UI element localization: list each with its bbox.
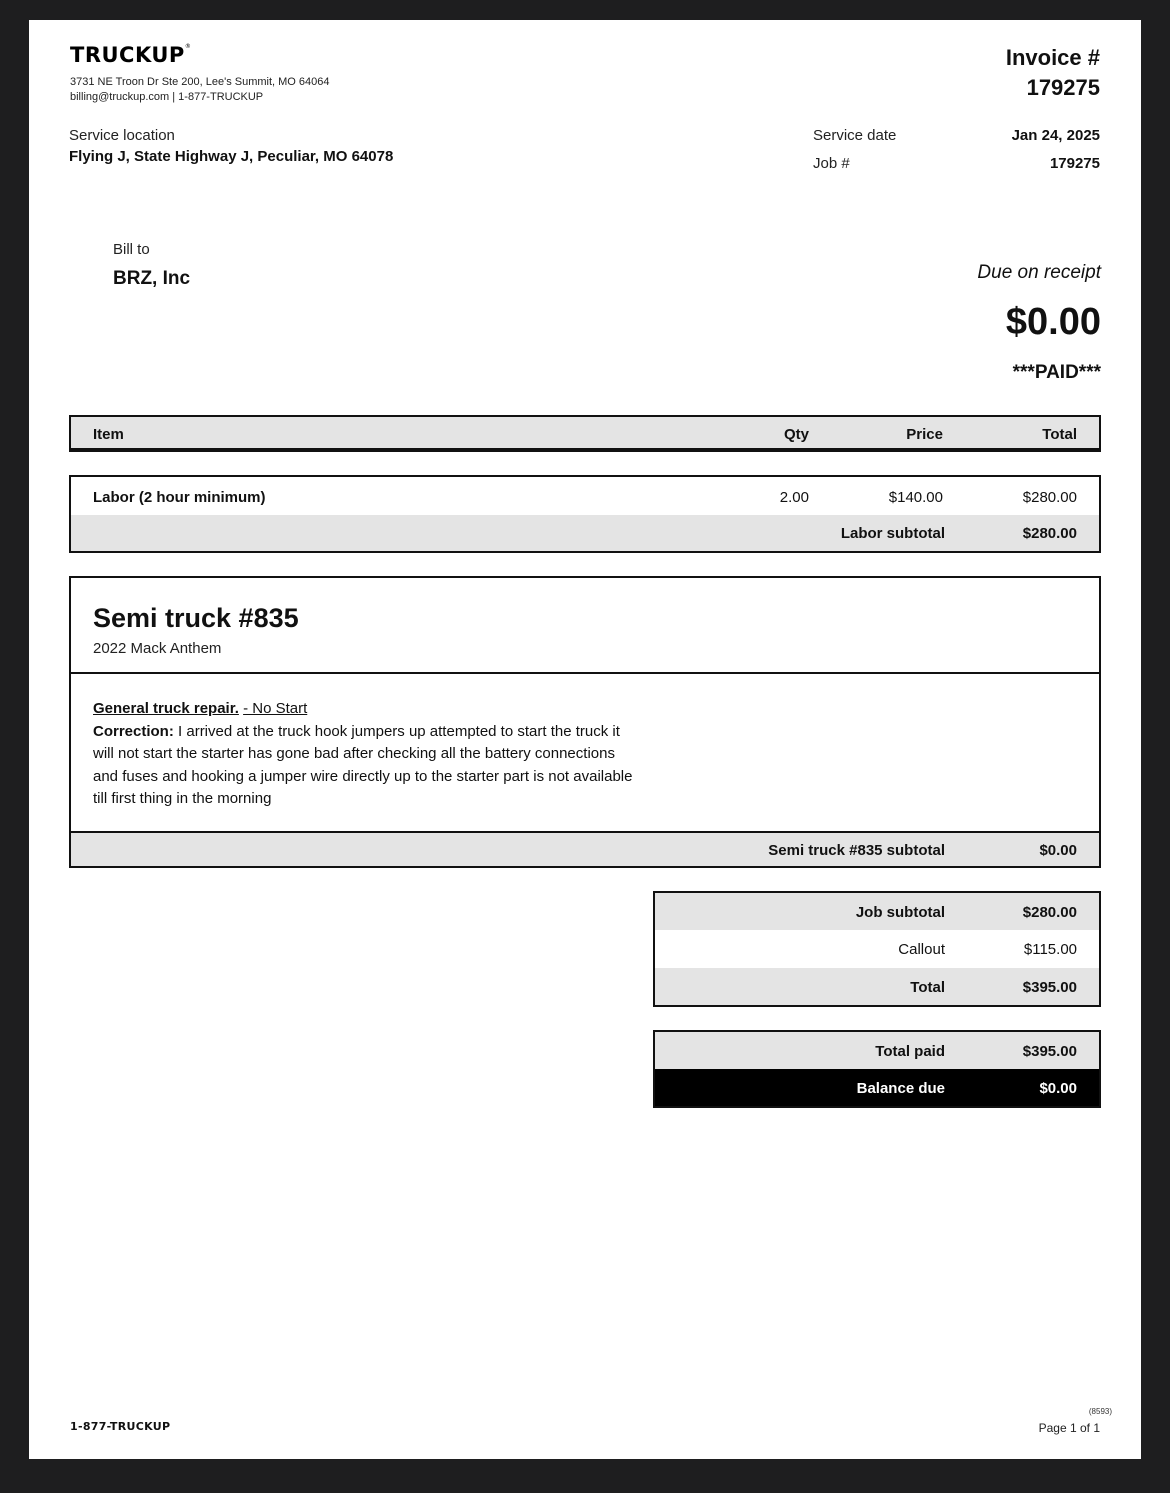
total-paid-row: [655, 1032, 1099, 1069]
job-subtotal: $280.00: [1022, 904, 1077, 921]
labor-price: $140.00: [888, 489, 943, 506]
paid-status: ***PAID***: [1012, 362, 1101, 383]
truck-subtotal-row: [71, 833, 1099, 866]
total-paid-label: Total paid: [875, 1043, 945, 1060]
truck-section: [69, 576, 1101, 868]
repair-title: General truck repair.: [93, 700, 239, 717]
bill-to-label: Bill to: [113, 241, 150, 258]
total-row: [655, 968, 1099, 1005]
correction-label: Correction:: [93, 722, 174, 740]
callout-label: Callout: [898, 941, 945, 958]
job-subtotal-label: Job subtotal: [855, 904, 945, 921]
due-terms: Due on receipt: [977, 262, 1101, 283]
labor-subtotal: $280.00: [1022, 525, 1077, 542]
labor-section: [69, 475, 1101, 553]
header-price: Price: [906, 426, 943, 443]
bill-to-name: BRZ, Inc: [113, 268, 191, 289]
balance-due: $0.00: [1039, 1080, 1077, 1097]
logo-registered-mark: ®: [184, 43, 192, 50]
total-paid: $395.00: [1022, 1043, 1077, 1060]
labor-total: $280.00: [1022, 489, 1077, 506]
total-amount: $395.00: [1022, 979, 1077, 996]
footer-code: (8593): [1088, 1407, 1112, 1416]
callout-row: [655, 930, 1099, 967]
truck-subtotal-label: Semi truck #835 subtotal: [768, 842, 945, 859]
amount-due: $0.00: [1005, 301, 1101, 343]
logo-text: TRUCKUP: [70, 43, 185, 67]
truckup-logo: [70, 43, 191, 67]
header-item: Item: [93, 426, 124, 443]
invoice-page: [29, 20, 1141, 1459]
company-contact: billing@truckup.com | 1-877-TRUCKUP: [70, 91, 264, 103]
repair-subtitle: - No Start: [243, 700, 308, 717]
callout-amount: $115.00: [1023, 941, 1077, 958]
service-date-label: Service date: [813, 127, 897, 144]
job-summary-box: [653, 891, 1101, 1007]
labor-qty: 2.00: [779, 489, 809, 506]
company-address: 3731 NE Troon Dr Ste 200, Lee's Summit, MO 64064: [70, 76, 330, 88]
service-date: Jan 24, 2025: [1011, 127, 1100, 144]
balance-due-label: Balance due: [856, 1080, 945, 1097]
labor-subtotal-label: Labor subtotal: [840, 525, 945, 542]
correction-text: I arrived at the truck hook jumpers up attempted to start the truck it will not start the starter has gone bad after checking all the battery connections and fuses and hooking a jumper wire directly up to the starter part is not available till first thing in the morning: [93, 722, 633, 807]
truck-subtotal: $0.00: [1039, 842, 1077, 859]
items-table-header: [69, 415, 1101, 452]
footer-phone: 1-877-TRUCKUP: [70, 1420, 171, 1433]
service-location: Flying J, State Highway J, Peculiar, MO 64078: [69, 148, 394, 165]
truck-title: Semi truck #835: [93, 603, 299, 633]
balance-due-row: [655, 1069, 1099, 1106]
company-address-block: [70, 75, 330, 105]
header-total: Total: [1042, 426, 1077, 443]
labor-item: Labor (2 hour minimum): [93, 489, 266, 506]
payment-summary-box: [653, 1030, 1101, 1108]
divider: [71, 672, 1099, 674]
truck-vehicle: 2022 Mack Anthem: [93, 640, 222, 657]
page-number: Page 1 of 1: [1038, 1421, 1100, 1435]
job-number-label: Job #: [813, 155, 850, 172]
job-number: 179275: [1049, 155, 1100, 172]
labor-subtotal-row: [71, 515, 1099, 551]
total-label: Total: [910, 979, 945, 996]
service-location-label: Service location: [69, 127, 175, 144]
repair-description: [93, 698, 633, 811]
job-subtotal-row: [655, 893, 1099, 930]
invoice-label: Invoice #: [1005, 45, 1100, 70]
invoice-number: 179275: [1026, 75, 1100, 100]
header-qty: Qty: [783, 426, 809, 443]
